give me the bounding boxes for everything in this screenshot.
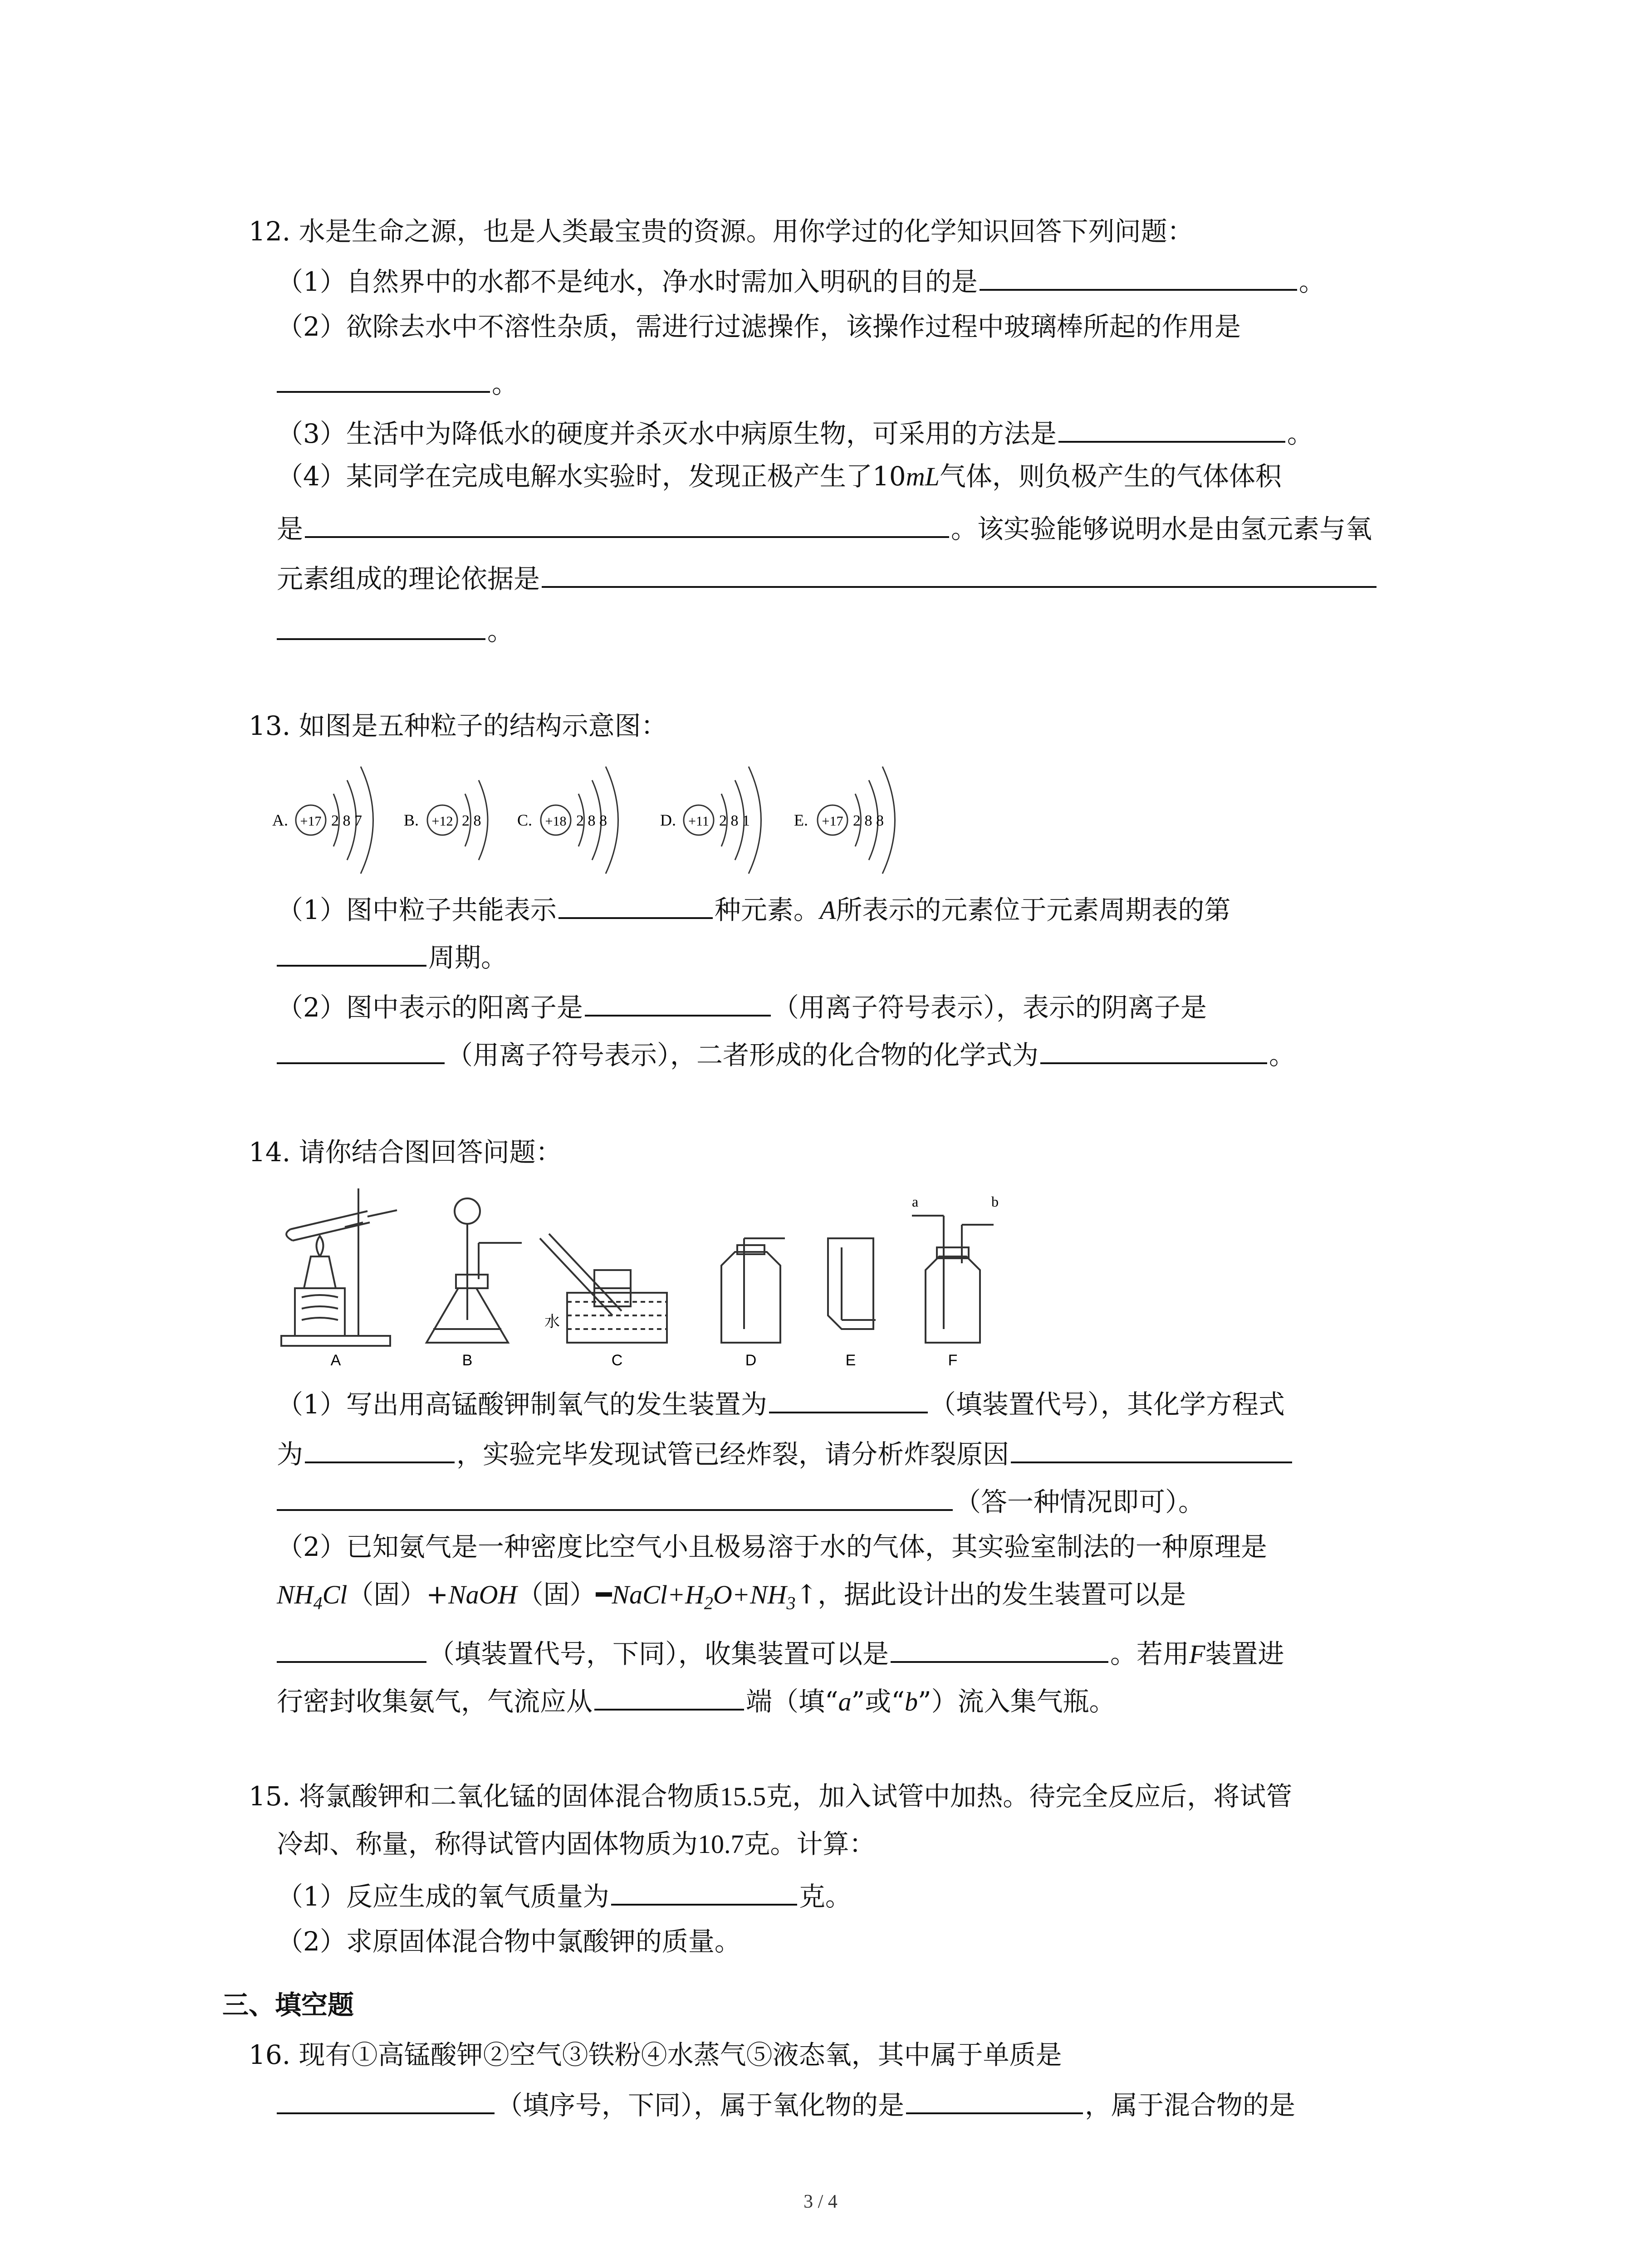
atom-C-letter: C. xyxy=(517,811,533,829)
atom-D-nucleus: +11 xyxy=(688,814,709,829)
atom-C-shells: 2 8 8 xyxy=(576,812,607,829)
q14-blank4[interactable] xyxy=(277,1633,426,1663)
atom-E-shells: 2 8 8 xyxy=(853,812,884,829)
q14-part2-line4: 行密封收集氨气，气流应从 端（填“a”或“b”）流入集气瓶。 xyxy=(277,1681,1116,1720)
q12-part2-answer: 。 xyxy=(277,363,518,402)
atom-D-shells: 2 8 1 xyxy=(719,812,750,829)
page-number: 3 / 4 xyxy=(803,2191,838,2212)
q16-blank2[interactable] xyxy=(906,2084,1083,2114)
apparatus-E xyxy=(828,1238,876,1329)
q16-stem: 16. 现有①高锰酸钾②空气③铁粉④水蒸气⑤液态氧，其中属于单质是 xyxy=(249,2039,1062,2070)
q12-part1: （1）自然界中的水都不是纯水，净水时需加入明矾的目的是 。 xyxy=(277,261,1325,300)
atom-C xyxy=(517,767,618,874)
atom-A xyxy=(272,767,373,874)
q14-part1: （1）写出用高锰酸钾制氧气的发生装置为 （填装置代号），其化学方程式 xyxy=(277,1383,1285,1422)
label-D: D xyxy=(745,1352,757,1369)
q14-stem: 14. 请你结合图回答问题： xyxy=(249,1137,562,1168)
q15-part1: （1）反应生成的氧气质量为 克。 xyxy=(277,1876,852,1915)
q13-part1: （1）图中粒子共能表示 种元素。A所表示的元素位于元素周期表的第 xyxy=(277,889,1230,929)
q14-blank6[interactable] xyxy=(594,1681,744,1711)
label-E: E xyxy=(845,1352,856,1369)
q14-part1-line3: （答一种情况即可）。 xyxy=(277,1481,1205,1520)
q16-blank1[interactable] xyxy=(277,2084,495,2114)
apparatus-A xyxy=(281,1188,397,1346)
apparatus-B xyxy=(426,1198,522,1343)
q16-line2: （填序号，下同），属于氧化物的是 ，属于混合物的是 xyxy=(277,2084,1295,2123)
q13-blank5[interactable] xyxy=(1040,1034,1267,1064)
q14-part2-equation: $NH_4Cl$（固）+NaOH（固）$━NaCl+H_2O+NH_3↑$，据此设计出的发生装置可以是 xyxy=(277,1579,1186,1613)
q12-part4-line2: 是 。该实验能够说明水是由氢元素与氧 xyxy=(277,508,1372,547)
atom-A-nucleus: +17 xyxy=(300,814,322,829)
atom-E xyxy=(794,767,895,874)
q12-blank3[interactable] xyxy=(1058,413,1285,443)
lab-apparatus-diagram xyxy=(277,1184,1012,1374)
q12-part3: （3）生活中为降低水的硬度并杀灭水中病原生物，可采用的方法是 。 xyxy=(277,413,1313,452)
q14-part1-line2: 为 ，实验完毕发现试管已经炸裂，请分析炸裂原因 xyxy=(277,1433,1294,1472)
q15-stem-line2: 冷却、称量，称得试管内固体物质为10.7克。计算： xyxy=(277,1828,876,1859)
q13-part1-line2: 周期。 xyxy=(277,937,507,976)
q12-part4-line4: 。 xyxy=(277,610,514,649)
label-B: B xyxy=(462,1352,473,1369)
q14-blank3[interactable] xyxy=(1011,1433,1292,1463)
q13-part2: （2）图中表示的阳离子是 （用离子符号表示），表示的阴离子是 xyxy=(277,987,1207,1026)
q15-part2: （2）求原固体混合物中氯酸钾的质量。 xyxy=(277,1926,741,1957)
atom-structure-diagram xyxy=(272,753,930,889)
label-C: C xyxy=(611,1352,623,1369)
atom-B-shells: 2 8 xyxy=(462,812,481,829)
apparatus-D xyxy=(721,1238,785,1343)
q13-blank1[interactable] xyxy=(558,889,713,919)
atom-A-letter: A. xyxy=(272,811,288,829)
atom-D xyxy=(660,767,761,874)
q13-blank2[interactable] xyxy=(277,937,426,967)
q12-blank5[interactable] xyxy=(542,558,1376,588)
atom-E-letter: E. xyxy=(794,811,808,829)
q15-stem: 15. 将氯酸钾和二氧化锰的固体混合物质15.5克，加入试管中加热。待完全反应后，将试管 xyxy=(249,1781,1293,1812)
q12-part4: （4）某同学在完成电解水实验时，发现正极产生了10mL气体，则负极产生的气体体积 xyxy=(277,461,1282,492)
q13-stem: 13. 如图是五种粒子的结构示意图： xyxy=(249,710,667,741)
apparatus-F xyxy=(912,1216,994,1343)
q14-blank1[interactable] xyxy=(769,1383,928,1413)
water-label: 水 xyxy=(544,1313,560,1331)
label-A: A xyxy=(330,1352,341,1369)
q14-part2: （2）已知氨气是一种密度比空气小且极易溶于水的气体，其实验室制法的一种原理是 xyxy=(277,1531,1267,1562)
q14-blank2[interactable] xyxy=(305,1433,455,1463)
label-F: F xyxy=(948,1352,958,1369)
q13-blank4[interactable] xyxy=(277,1034,445,1064)
atom-B-letter: B. xyxy=(404,811,419,829)
atom-B-nucleus: +12 xyxy=(431,814,453,829)
q14-blank5[interactable] xyxy=(891,1633,1108,1663)
atom-D-letter: D. xyxy=(660,811,676,829)
section-heading: 三、填空题 xyxy=(222,1989,354,2020)
q12-blank1[interactable] xyxy=(980,261,1297,291)
port-a-label: a xyxy=(912,1193,919,1210)
port-b-label: b xyxy=(991,1193,999,1210)
q12-part4-line3: 元素组成的理论依据是 xyxy=(277,558,1378,597)
atom-B xyxy=(404,780,488,860)
q13-part2-line2: （用离子符号表示），二者形成的化合物的化学式为 。 xyxy=(277,1034,1295,1073)
q12-blank4[interactable] xyxy=(305,508,949,538)
q12-stem: 12. 水是生命之源，也是人类最宝贵的资源。用你学过的化学知识回答下列问题： xyxy=(249,216,1194,247)
q14-blank3-cont[interactable] xyxy=(277,1481,953,1511)
q13-blank3[interactable] xyxy=(585,987,771,1017)
atom-E-nucleus: +17 xyxy=(822,814,843,829)
q12-part2: （2）欲除去水中不溶性杂质，需进行过滤操作，该操作过程中玻璃棒所起的作用是 xyxy=(277,311,1241,342)
q12-blank2[interactable] xyxy=(277,363,490,393)
q12-blank5-cont[interactable] xyxy=(277,610,485,640)
atom-A-shells: 2 8 7 xyxy=(331,812,362,829)
q15-blank1[interactable] xyxy=(611,1876,797,1906)
q14-part2-line3: （填装置代号，下同），收集装置可以是 。若用F装置进 xyxy=(277,1633,1284,1672)
atom-C-nucleus: +18 xyxy=(545,814,567,829)
